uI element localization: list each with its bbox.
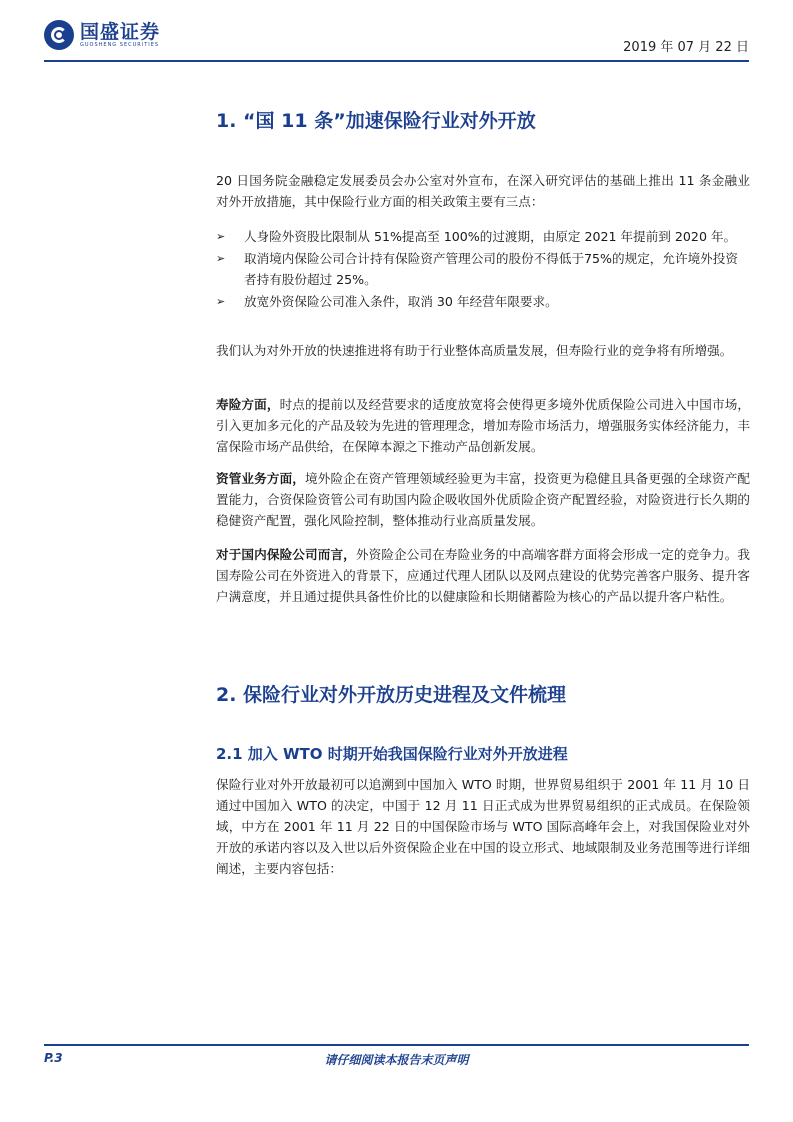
section-2-1-paragraph: 保险行业对外开放最初可以追溯到中国加入 WTO 时期，世界贸易组织于 2001 年 11 月 10 日通过中国加入 WTO 的决定，中国于 12 月 11 日正式成为世界贸易组织的正式成员。在保险领域，中方在 2001 年 11 月 22 日的中国保险市场与 WTO 国际高峰年会上，对我国保险业对外开放的承诺内容以及入世以后外资保险企业在中国的设立形式、地域限制及业务范围等进行详细阐述，主要内容包括： [216,777,750,876]
arrow-bullet-icon: ➢ [216,295,226,308]
bullet-text: 放宽外资保险公司准入条件，取消 30 年经营年限要求。 [244,294,558,309]
section-1-opinion: 我们认为对外开放的快速推进将有助于行业整体高质量发展，但寿险行业的竞争将有所增强。 [216,343,733,358]
report-date: 2019 年 07 月 22 日 [623,40,749,55]
bullet-text: 人身险外资股比限制从 51%提高至 100%的过渡期，由原定 2021 年提前到 2020 年。 [244,229,737,244]
bullet-text: 取消境内保险公司合计持有保险资产管理公司的股份不得低于75%的规定，允许境外投资者持有股份超过 25%。 [244,251,738,287]
logo-chinese-name: 国盛证券 [80,20,161,43]
asset-management-text: 境外险企在资产管理领域经验更为丰富，投资更为稳健且具备更强的全球资产配置能力，合资保险资管公司有助国内险企吸收国外优质险企资产配置经验，对险资进行长久期的稳健资产配置，强化风险控制，整体推动行业高质量发展。 [216,471,751,528]
asset-management-paragraph [216,468,750,531]
policy-bullet-list [216,226,750,313]
logo-english-name: GUOSHENG SECURITIES [80,41,160,48]
page-header [44,20,749,60]
logo-icon [44,20,74,50]
section-2-1-title: 2.1 加入 WTO 时期开始我国保险行业对外开放进程 [216,745,568,763]
arrow-bullet-icon: ➢ [216,252,226,265]
domestic-insurers-text: 外资险企公司在寿险业务的中高端客群方面将会形成一定的竞争力。我国寿险公司在外资进入的背景下，应通过代理人团队以及网点建设的优势完善客户服务、提升客户满意度，并且通过提供具备性价比的以健康险和长期储蓄险为核心的产品以提升客户粘性。 [216,547,751,604]
life-insurance-text: 时点的提前以及经营要求的适度放宽将会使得更多境外优质保险公司进入中国市场，引入更加多元化的产品及较为先进的管理理念，增加寿险市场活力，增强服务实体经济能力，丰富保险市场产品供给，在保障本源之下推动产品创新发展。 [216,397,751,454]
footer-divider [44,1044,749,1046]
section-2-title: 2. 保险行业对外开放历史进程及文件梳理 [216,684,567,706]
section-1-title: 1. “国 11 条”加速保险行业对外开放 [216,110,536,132]
life-insurance-lead: 寿险方面， [216,397,280,412]
footer-disclaimer: 请仔细阅读本报告末页声明 [324,1053,469,1067]
list-item [216,291,750,312]
header-divider [44,60,749,62]
arrow-bullet-icon: ➢ [216,230,226,243]
section-1-intro: 20 日国务院金融稳定发展委员会办公室对外宣布，在深入研究评估的基础上推出 11 条金融业对外开放措施，其中保险行业方面的相关政策主要有三点： [216,173,750,209]
asset-management-lead: 资管业务方面， [216,471,306,486]
list-item [216,248,750,290]
page-number: P.3 [44,1051,63,1065]
company-logo [44,20,160,50]
life-insurance-paragraph [216,394,750,457]
domestic-insurers-paragraph [216,544,750,607]
list-item [216,226,750,247]
domestic-insurers-lead: 对于国内保险公司而言， [216,547,356,562]
